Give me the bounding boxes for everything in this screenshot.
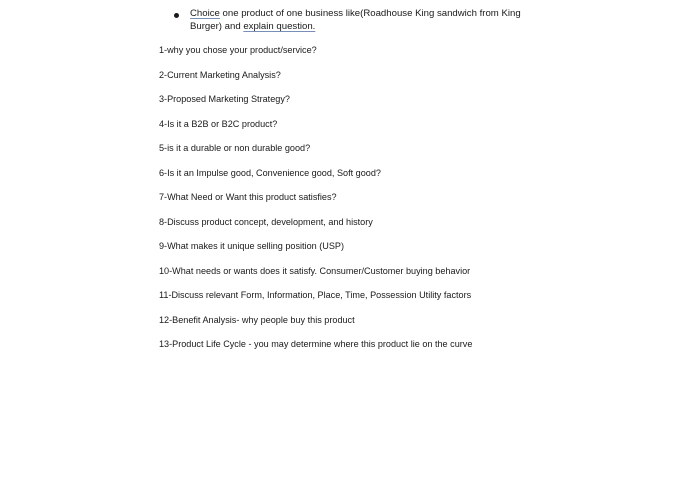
- instruction-explain-question: explain question.: [243, 20, 316, 32]
- question-item-10: 10-What needs or wants does it satisfy. Consumer/Customer buying behavior: [159, 265, 471, 276]
- question-item-1: 1-why you chose your product/service?: [159, 45, 317, 55]
- question-item-13: 13-Product Life Cycle - you may determine where this product lie on the curve: [159, 339, 473, 349]
- instruction-line-1: [190, 8, 530, 21]
- question-item-3: 3-Proposed Marketing Strategy?: [159, 94, 290, 104]
- instruction-word-choice: Choice: [190, 8, 220, 19]
- bullet-dot-icon: [174, 13, 179, 18]
- question-item-8: 8-Discuss product concept, development, and history: [159, 216, 373, 227]
- instruction-line-2-prefix: Burger) and: [190, 20, 244, 32]
- question-item-7: 7-What Need or Want this product satisfies?: [159, 192, 337, 202]
- question-item-9: 9-What makes it unique selling position (USP): [159, 241, 344, 251]
- question-item-5: 5-is it a durable or non durable good?: [159, 143, 311, 153]
- question-item-11: 11-Discuss relevant Form, Information, Place, Time, Possession Utility factors: [159, 290, 472, 300]
- question-item-2: 2-Current Marketing Analysis?: [159, 69, 281, 80]
- question-item-4: 4-Is it a B2B or B2C product?: [159, 118, 278, 129]
- question-item-12: 12-Benefit Analysis- why people buy this product: [159, 314, 355, 325]
- instruction-line-1-rest: one product of one business like(Roadhouse King sandwich from King: [219, 8, 521, 19]
- question-list: [159, 44, 472, 363]
- assignment-instruction: [190, 8, 530, 33]
- question-item-6: 6-Is it an Impulse good, Convenience good, Soft good?: [159, 167, 381, 178]
- instruction-line-2: [190, 21, 530, 34]
